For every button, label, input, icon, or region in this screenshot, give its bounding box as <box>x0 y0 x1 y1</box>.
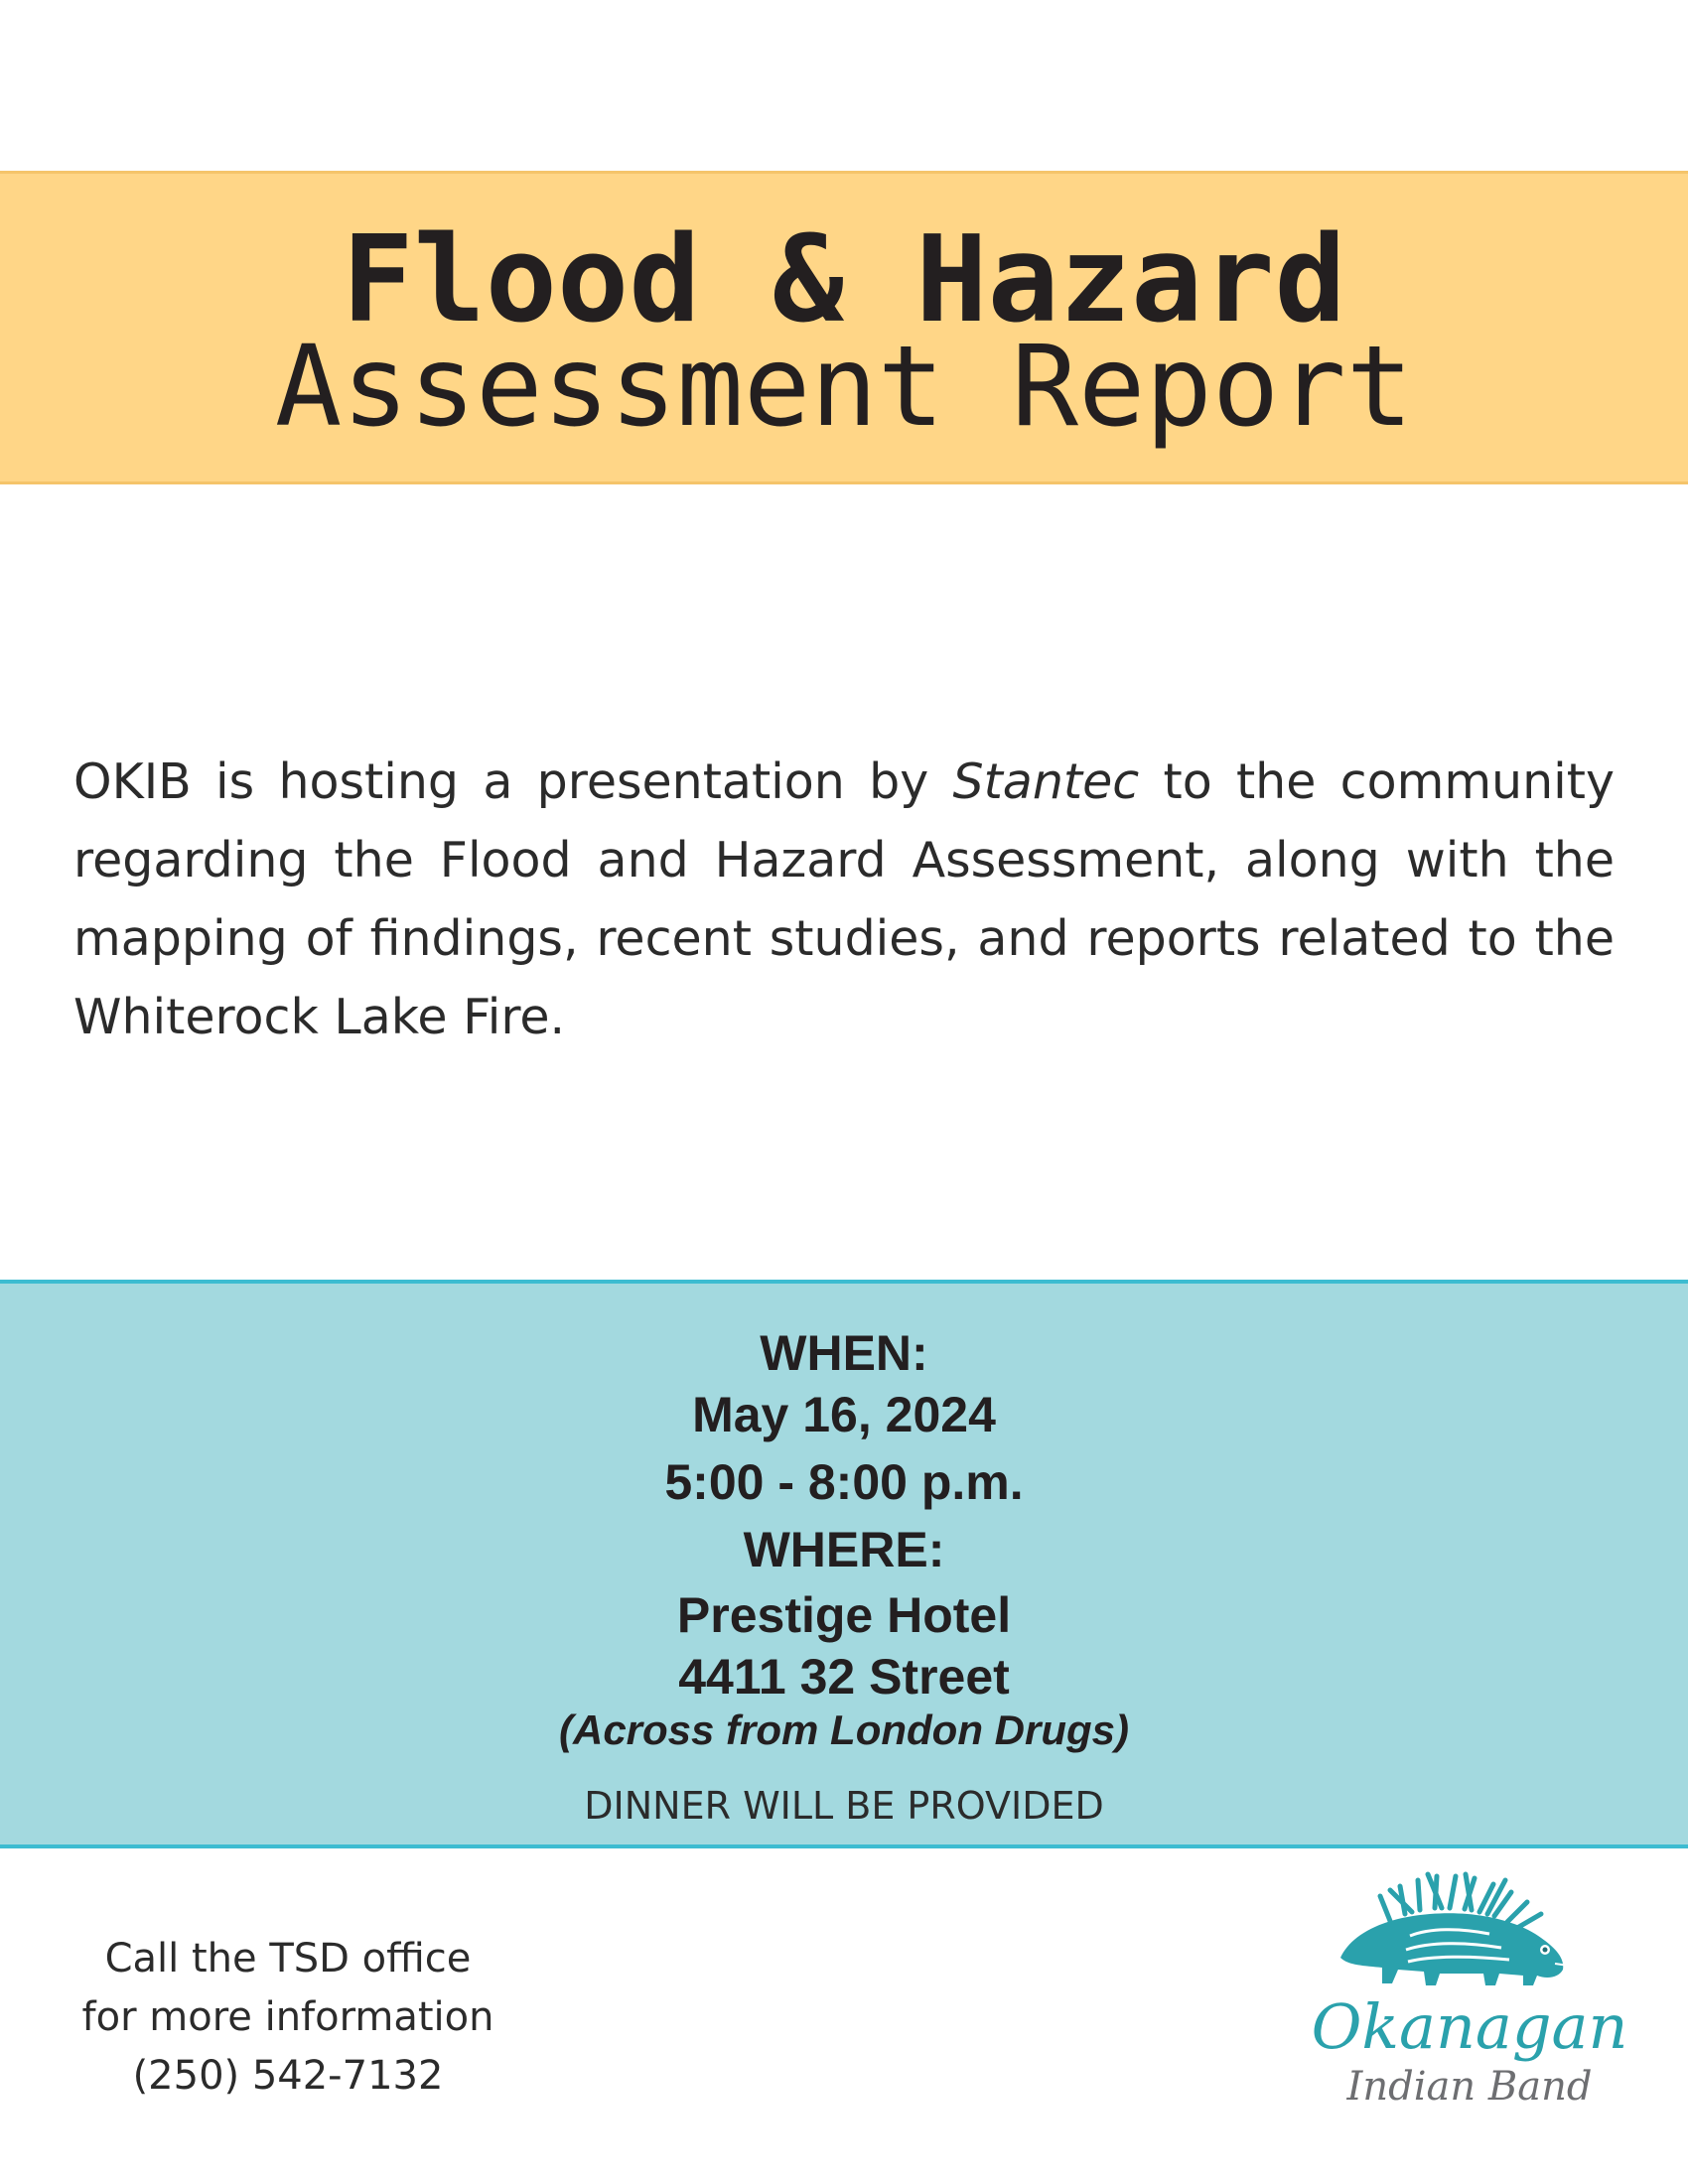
event-time: 5:00 - 8:00 p.m. <box>664 1454 1024 1510</box>
event-date: May 16, 2024 <box>692 1387 996 1442</box>
where-label: WHERE: <box>743 1522 945 1577</box>
intro-paragraph <box>73 743 1615 1056</box>
contact-line-1: Call the TSD office <box>104 1936 472 1981</box>
title-line-2: Assessment Report <box>274 323 1414 452</box>
intro-company-name: Stantec <box>952 753 1140 810</box>
contact-line-2: for more information <box>81 1994 494 2040</box>
intro-text-start: OKIB is hosting a presentation by <box>73 753 953 810</box>
event-location-note: (Across from London Drugs) <box>559 1706 1129 1753</box>
contact-info <box>60 1930 516 2106</box>
when-label: WHEN: <box>760 1325 928 1381</box>
event-details-banner <box>0 1280 1688 1848</box>
contact-phone: (250) 542-7132 <box>132 2053 444 2099</box>
title-line-1: Flood & Hazard <box>342 211 1346 349</box>
logo-name: Okanagan <box>1311 1990 1628 2063</box>
okanagan-logo <box>1301 1866 1638 2164</box>
title-banner <box>0 171 1688 484</box>
event-address: 4411 32 Street <box>678 1649 1010 1705</box>
event-venue: Prestige Hotel <box>676 1587 1012 1643</box>
intro-text-end: to the community regarding the Flood and Hazard Assessment, along with the mapping of findings, recent studies, and reports related to the Whiterock Lake Fire. <box>73 753 1615 1045</box>
porcupine-icon <box>1321 1866 1618 1995</box>
logo-subtitle: Indian Band <box>1346 2064 1593 2110</box>
dinner-notice: DINNER WILL BE PROVIDED <box>584 1784 1104 1828</box>
